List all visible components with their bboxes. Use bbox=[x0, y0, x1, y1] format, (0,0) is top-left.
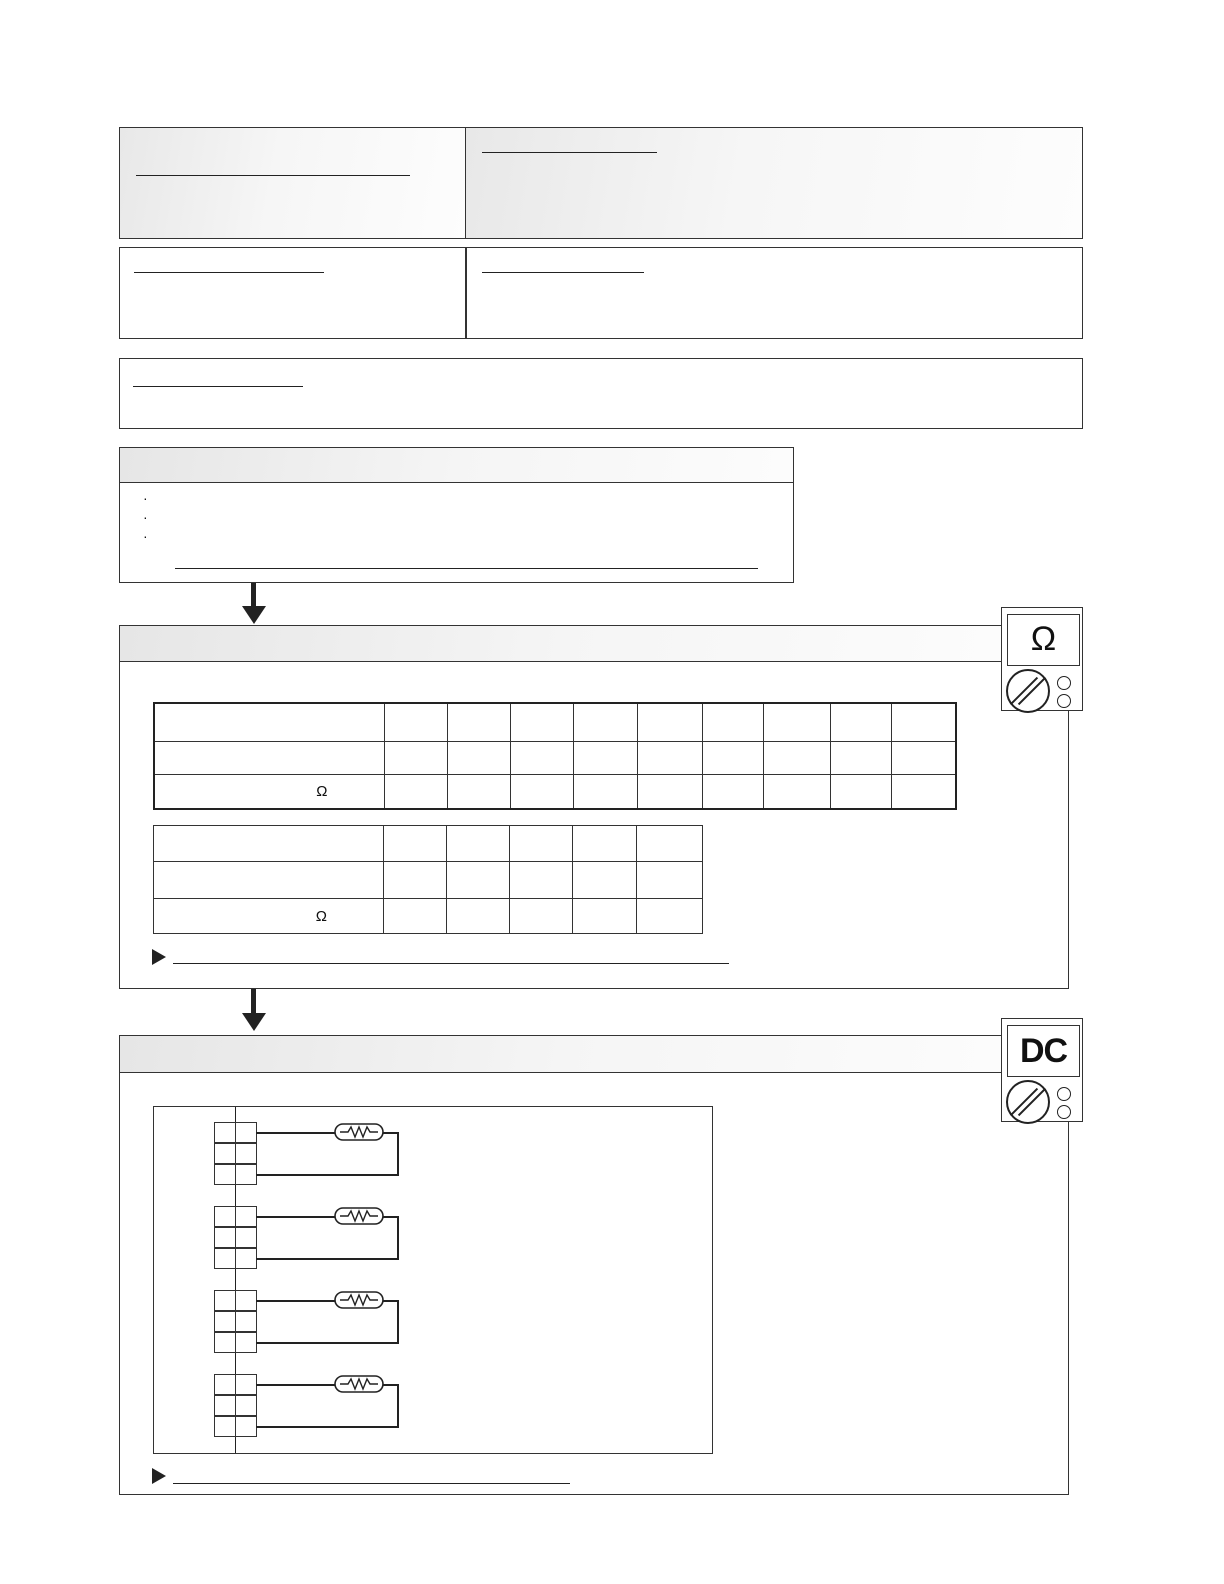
table-row bbox=[154, 862, 703, 899]
connector-pin bbox=[235, 1332, 257, 1353]
preliminary-check-header bbox=[120, 448, 793, 483]
resistance-table-b bbox=[153, 825, 703, 934]
connector-pin bbox=[214, 1395, 236, 1416]
connector-pin bbox=[235, 1164, 257, 1185]
bullet-dot: · bbox=[143, 490, 148, 506]
info-panel-mid-left bbox=[119, 247, 467, 339]
connector-group bbox=[154, 1122, 454, 1188]
thermistor-icon bbox=[334, 1290, 386, 1310]
connector-pin bbox=[214, 1248, 236, 1269]
connector-pin bbox=[214, 1164, 236, 1185]
ohm-unit-label: Ω bbox=[154, 899, 384, 934]
info-panel-top-right bbox=[465, 127, 1083, 239]
bullet-dot: · bbox=[143, 528, 148, 544]
connector-pin bbox=[214, 1311, 236, 1332]
connector-pin bbox=[214, 1206, 236, 1227]
connector-group bbox=[154, 1374, 454, 1440]
blank-heading-line bbox=[482, 272, 644, 273]
blank-text-line bbox=[175, 568, 758, 569]
voltage-check-header bbox=[120, 1036, 1004, 1073]
triangle-pointer-icon bbox=[152, 1468, 166, 1484]
wire bbox=[397, 1300, 399, 1343]
info-panel-mid-right bbox=[465, 247, 1083, 339]
connector-pin bbox=[235, 1143, 257, 1164]
wire bbox=[397, 1216, 399, 1259]
table-row bbox=[154, 703, 956, 741]
wire bbox=[397, 1384, 399, 1427]
triangle-pointer-icon bbox=[152, 949, 166, 965]
connector-pin bbox=[235, 1395, 257, 1416]
resistance-table-a bbox=[153, 702, 957, 810]
table-cell bbox=[154, 703, 384, 741]
ohmmeter-icon bbox=[1001, 607, 1083, 711]
bullet-dot: · bbox=[143, 509, 148, 525]
thermistor-icon bbox=[334, 1374, 386, 1394]
thermistor-icon bbox=[334, 1122, 386, 1142]
connector-pin bbox=[214, 1227, 236, 1248]
table-row bbox=[154, 826, 703, 862]
info-panel-wide bbox=[119, 358, 1083, 429]
probe-jack-icon bbox=[1057, 676, 1071, 690]
blank-text-line bbox=[173, 963, 729, 964]
blank-heading-line bbox=[133, 386, 303, 387]
blank-heading-line bbox=[482, 152, 657, 153]
wire bbox=[256, 1426, 399, 1428]
wire bbox=[256, 1342, 399, 1344]
connector-pin bbox=[235, 1227, 257, 1248]
connector-pin bbox=[214, 1290, 236, 1311]
table-row bbox=[154, 899, 703, 934]
connector-group bbox=[154, 1290, 454, 1356]
ohm-unit-label: Ω bbox=[154, 774, 384, 809]
resistance-check-box bbox=[119, 625, 1069, 989]
wire bbox=[397, 1132, 399, 1175]
blank-text-line bbox=[173, 1483, 570, 1484]
connector-pin bbox=[235, 1374, 257, 1395]
dc-display: DC bbox=[1007, 1025, 1080, 1077]
voltage-check-box bbox=[119, 1035, 1069, 1495]
connector-pin bbox=[235, 1122, 257, 1143]
probe-jack-icon bbox=[1057, 1105, 1071, 1119]
connector-pin bbox=[235, 1206, 257, 1227]
connector-pin bbox=[235, 1248, 257, 1269]
probe-jack-icon bbox=[1057, 1087, 1071, 1101]
table-row bbox=[154, 774, 956, 809]
connector-pin bbox=[214, 1122, 236, 1143]
selector-dial-icon bbox=[1006, 669, 1050, 713]
blank-title-line bbox=[136, 175, 410, 176]
connector-pin bbox=[214, 1143, 236, 1164]
ohm-display: Ω bbox=[1007, 614, 1080, 666]
info-panel-top-left bbox=[119, 127, 467, 239]
table-cell bbox=[154, 741, 384, 774]
connector-pin bbox=[235, 1311, 257, 1332]
wire bbox=[256, 1258, 399, 1260]
blank-heading-line bbox=[134, 272, 324, 273]
preliminary-check-box bbox=[119, 447, 794, 583]
connector-pin bbox=[235, 1290, 257, 1311]
connector-pin bbox=[235, 1416, 257, 1437]
thermistor-icon bbox=[334, 1206, 386, 1226]
connector-group bbox=[154, 1206, 454, 1272]
thermistor-wiring-diagram bbox=[153, 1106, 713, 1454]
table-row bbox=[154, 741, 956, 774]
probe-jack-icon bbox=[1057, 694, 1071, 708]
wire bbox=[256, 1174, 399, 1176]
connector-pin bbox=[214, 1332, 236, 1353]
connector-pin bbox=[214, 1374, 236, 1395]
resistance-check-header bbox=[120, 626, 1004, 662]
selector-dial-icon bbox=[1006, 1080, 1050, 1124]
dc-voltmeter-icon bbox=[1001, 1018, 1083, 1122]
connector-pin bbox=[214, 1416, 236, 1437]
